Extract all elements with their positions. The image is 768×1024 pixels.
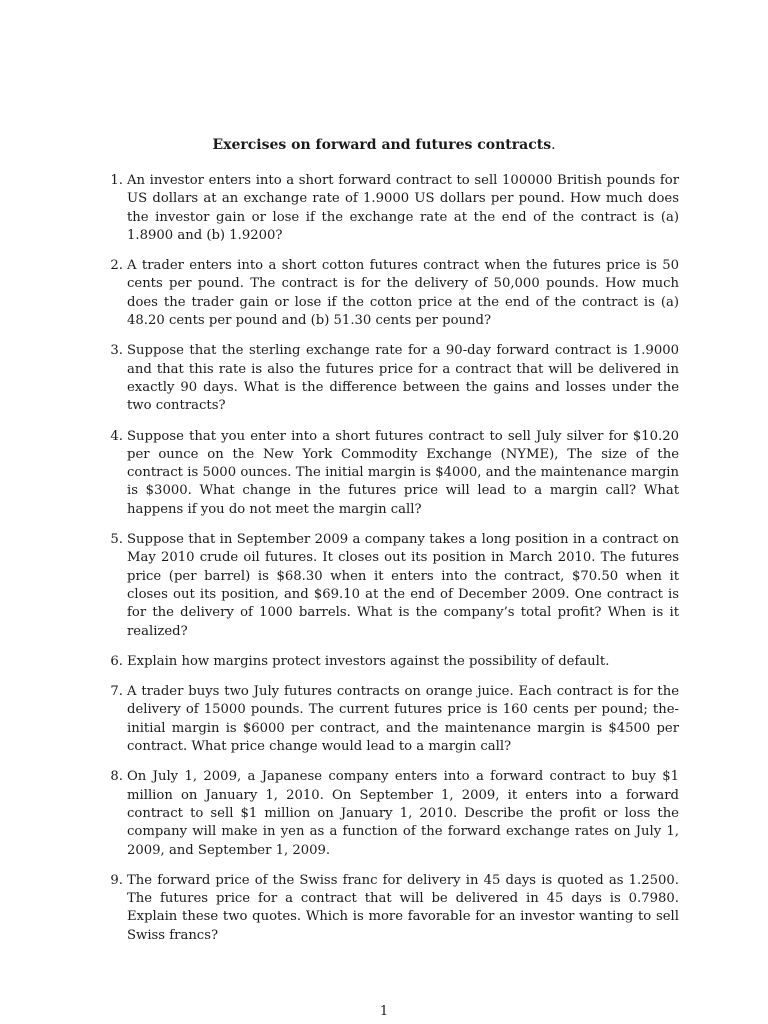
exercise-item [103, 172, 679, 245]
exercise-number: 1. [110, 173, 123, 188]
exercise-text: Suppose that you enter into a short futures contract to sell July silver for $10.20 per ounce on the New York Commodity Exchange (NYME), The size of the contract is 5000 ounces. The initial margin is $4000, and the maintenance margin is $3000. What change in the futures price will lead to a margin call? What happens if you do not meet the margin call? [127, 428, 679, 517]
exercise-text: An investor enters into a short forward contract to sell 100000 British pounds for US dollars at an exchange rate of 1.9000 US dollars per pound. How much does the investor gain or lose if the exchange rate at the end of the contract is (a) 1.8900 and (b) 1.9200? [127, 173, 679, 243]
page-title-text: Exercises on forward and futures contracts [212, 137, 552, 153]
exercise-number: 6. [110, 653, 123, 669]
exercise-item [103, 531, 679, 641]
exercise-item [103, 683, 679, 756]
exercise-number: 2. [110, 258, 123, 274]
exercise-number: 7. [110, 684, 123, 700]
exercise-item [103, 872, 679, 945]
exercise-text: The forward price of the Swiss franc for delivery in 45 days is quoted as 1.2500. The futures price for a contract that will be delivered in 45 days is 0.7980. Explain these two quotes. Which is more favorable for an investor wanting to sell Swiss francs? [127, 872, 679, 943]
exercise-list [103, 172, 679, 957]
exercise-item [103, 428, 679, 519]
exercise-text: Suppose that the sterling exchange rate for a 90-day forward contract is 1.9000 and that this rate is also the futures price for a contract that will be delivered in exactly 90 days. What is the difference between the gains and losses under the two contracts? [127, 343, 679, 414]
exercise-number: 3. [110, 343, 123, 359]
exercise-item [103, 653, 679, 671]
exercise-text: Suppose that in September 2009 a company takes a long position in a contract on May 2010 crude oil futures. It closes out its position in March 2010. The futures price (per barrel) is $68.30 when it enters into the contract, $70.50 when it closes out its position, and $69.10 at the end of December 2009. One contract is for the delivery of 1000 barrels. What is the company’s total profit? When is it realized? [127, 532, 679, 639]
exercise-text: A trader buys two July futures contracts on orange juice. Each contract is for the delivery of 15000 pounds. The current futures price is 160 cents per pound; the-initial margin is $6000 per contract, and the maintenance margin is $4500 per contract. What price change would lead to a margin call? [127, 684, 679, 755]
exercise-item [103, 342, 679, 415]
exercise-text: On July 1, 2009, a Japanese company enters into a forward contract to buy $1 million on January 1, 2010. On September 1, 2009, it enters into a forward contract to sell $1 million on January 1, 2010. Describe the profit or loss the company will make in yen as a function of the forward exchange rates on July 1, 2009, and September 1, 2009. [127, 769, 679, 858]
page-number: 1 [379, 1004, 389, 1019]
exercise-text: Explain how margins protect investors against the possibility of default. [127, 653, 610, 669]
page-title [0, 136, 768, 154]
exercise-number: 5. [110, 532, 123, 548]
exercise-text: A trader enters into a short cotton futures contract when the futures price is 50 cents per pound. The contract is for the delivery of 50,000 pounds. How much does the trader gain or lose if the cotton price at the end of the contract is (a) 48.20 cents per pound and (b) 51.30 cents per pound? [127, 258, 679, 329]
exercise-number: 8. [110, 769, 123, 785]
page-title-period: . [551, 137, 556, 153]
exercise-item [103, 257, 679, 330]
exercise-number: 9. [110, 872, 123, 888]
exercise-item [103, 768, 679, 859]
exercise-number: 4. [110, 428, 123, 444]
